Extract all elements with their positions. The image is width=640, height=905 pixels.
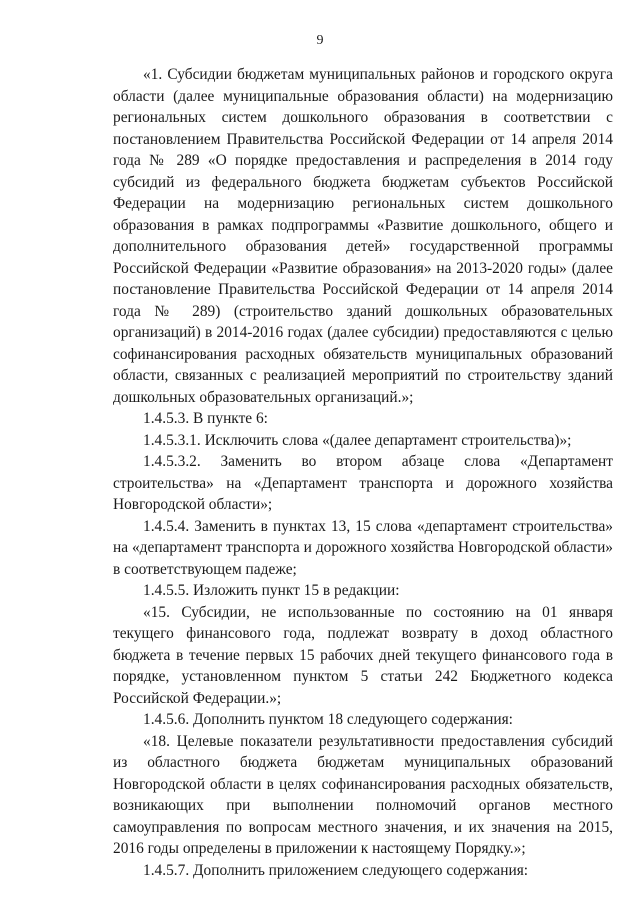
paragraph-item-1-4-5-6: 1.4.5.6. Дополнить пунктом 18 следующего содержания:	[143, 711, 513, 728]
document-body	[113, 64, 613, 881]
page-number: 9	[316, 33, 324, 48]
paragraph-item-1-4-5-3: 1.4.5.3. В пункте 6:	[143, 410, 268, 427]
paragraph-clause-15: «15. Субсидии, не использованные по состоянию на 01 января текущего финансового года, подлежат возврату в доход областного бюджета в течение первых 15 рабочих дней текущего финансового года в порядке, установленном пунктом 5 статьи 242 Бюджетного кодекса Российской Федерации.»;	[113, 603, 613, 707]
paragraph-item-1-4-5-3-2: 1.4.5.3.2. Заменить во втором абзаце слова «Департамент строительства» на «Департамент транспорта и дорожного хозяйства Новгородской области»;	[113, 453, 613, 513]
paragraph-item-1-4-5-5: 1.4.5.5. Изложить пункт 15 в редакции:	[143, 582, 400, 599]
paragraph-item-1-4-5-3-1: 1.4.5.3.1. Исключить слова «(далее департамент строительства)»;	[143, 431, 572, 449]
paragraph-item-1-4-5-7: 1.4.5.7. Дополнить приложением следующего содержания:	[143, 861, 529, 879]
paragraph-item-1-4-5-4: 1.4.5.4. Заменить в пунктах 13, 15 слова «департамент строительства» на «департамент транспорта и дорожного хозяйства Новгородской области» в соответствующем падеже;	[113, 517, 613, 578]
paragraph-clause-18: «18. Целевые показатели результативности предоставления субсидий из областного бюджета бюджетам муниципальных образований Новгородской области в целях софинансирования расходных обязательств, возникающих при выполнении полномочий органов местного самоуправления по вопросам местного значения, и их значения на 2015, 2016 годы определены в приложении к настоящему Порядку.»;	[113, 732, 613, 857]
paragraph-subsidies-purpose: «1. Субсидии бюджетам муниципальных районов и городского округа области (далее муниципальные образования области) на модернизацию региональных систем дошкольного образования в соответствии с постановлением Правительства Российской Федерации от 14 апреля 2014 года № 289 «О порядке предоставления и распределения в 2014 году субсидий из федерального бюджета бюджетам субъектов Российской Федерации на модернизацию региональных систем дошкольного образования в рамках подпрограммы «Развитие дошкольного, общего и дополнительного образования детей» государственной программы Российской Федерации «Развитие образования» на 2013-2020 годы» (далее постановление Правительства Российской Федерации от 14 апреля 2014 года № 289) (строительство зданий дошкольных образовательных организаций) в 2014-2016 годах (далее субсидии) предоставляются с целью софинансирования расходных обязательств муниципальных образований области, связанных с реализацией мероприятий по строительству зданий дошкольных образовательных организаций.»;	[113, 66, 613, 406]
